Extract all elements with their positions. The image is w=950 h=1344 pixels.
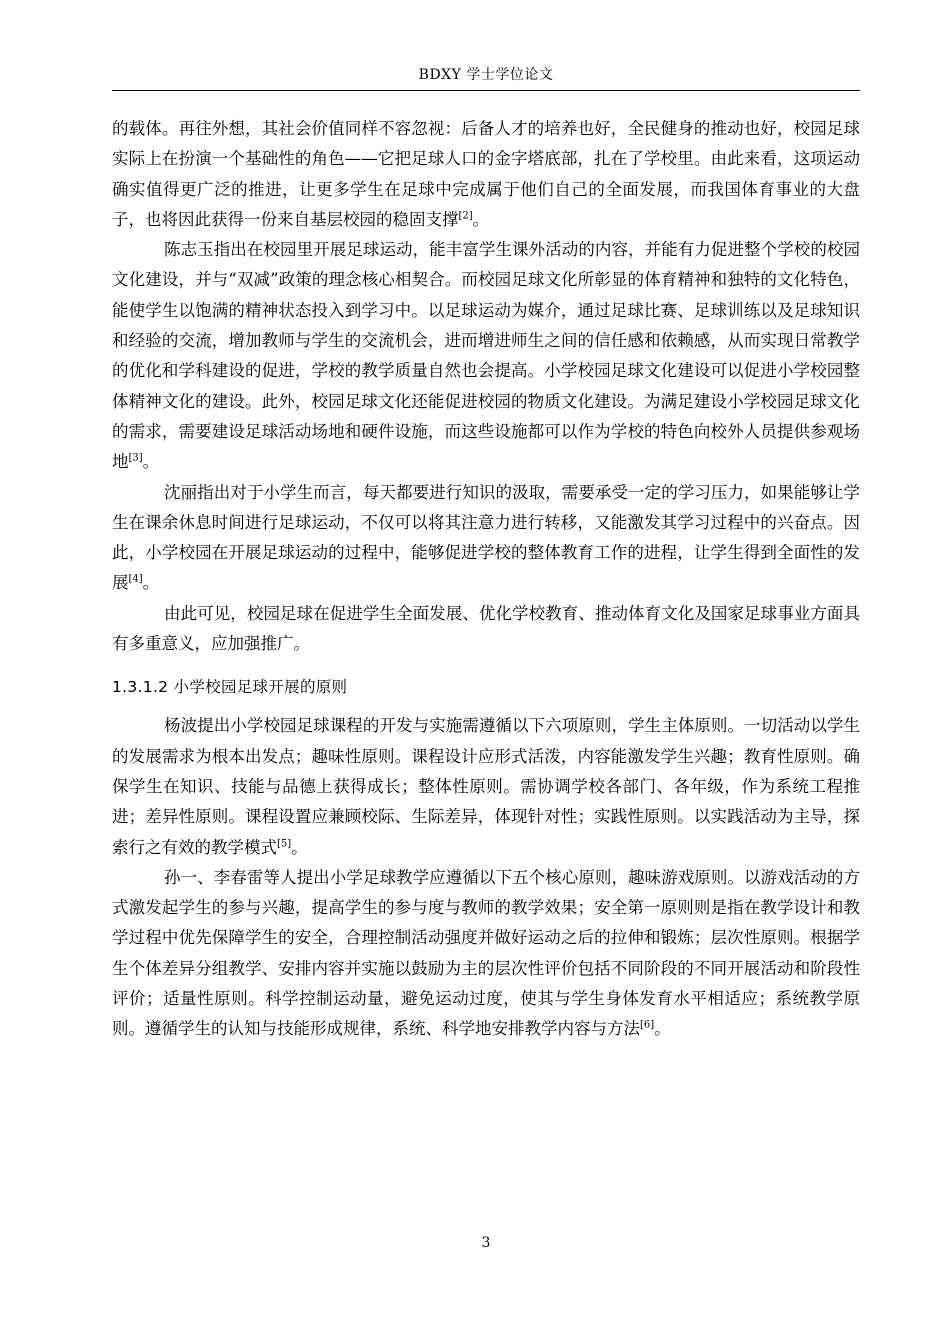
paragraph (112, 711, 860, 862)
paragraph-text: 孙一、李春雷等人提出小学足球教学应遵循以下五个核心原则，趣味游戏原则。以游戏活动的方式激发起学生的参与兴趣，提高学生的参与度与教师的教学效果；安全第一原则则是指在教学设计和教学过程中优先保障学生的安全，合理控制活动强度并做好运动之后的拉伸和锻炼；层次性原则。根据学生个体差异分组教学、安排内容并实施以鼓励为主的层次性评价包括不同阶段的不同开展活动和阶段性评价；适量性原则。科学控制运动量，避免运动过度，使其与学生身体发育水平相适应；系统教学原则。遵循学生的认知与技能形成规律，系统、科学地安排教学内容与方法 (112, 867, 860, 1039)
citation-ref[interactable]: [5] (277, 838, 292, 850)
paragraph-tail: 。 (654, 1019, 671, 1039)
paragraph (112, 599, 860, 660)
running-header: BDXY 学士学位论文 (418, 67, 554, 83)
paragraph-text: 沈丽指出对于小学生而言，每天都要进行知识的汲取，需要承受一定的学习压力，如果能够让学生在课余休息时间进行足球运动，不仅可以将其注意力进行转移，又能激发其学习过程中的兴奋点。因此，小学校园在开展足球运动的过程中，能够促进学校的整体教育工作的进程，让学生得到全面性的发展 (112, 482, 860, 593)
paragraph (112, 235, 860, 477)
paragraph-text: 的载体。再往外想，其社会价值同样不容忽视：后备人才的培养也好，全民健身的推动也好，校园足球实际上在扮演一个基础性的角色——它把足球人口的金字塔底部，扎在了学校里。由此来看，这项运动确实值得更广泛的推进，让更多学生在足球中完成属于他们自己的全面发展，而我国体育事业的大盘子，也将因此获得一份来自基层校园的稳固支撑 (112, 119, 860, 229)
citation-ref[interactable]: [2] (458, 210, 473, 222)
paragraph-tail: 。 (291, 837, 308, 857)
citation-ref[interactable]: [3] (128, 452, 143, 464)
citation-ref[interactable]: [6] (640, 1019, 655, 1031)
page-number: 3 (481, 1235, 491, 1251)
body-text (112, 114, 860, 1045)
paragraph-continued (112, 114, 860, 235)
section-heading: 1.3.1.2 小学校园足球开展的原则 (112, 678, 348, 697)
paragraph-text: 由此可见，校园足球在促进学生全面发展、优化学校教育、推动体育文化及国家足球事业方面具有多重意义，应加强推广。 (112, 603, 860, 654)
paragraph (112, 478, 860, 599)
header-rule (112, 90, 860, 91)
paragraph-text: 陈志玉指出在校园里开展足球运动，能丰富学生课外活动的内容，并能有力促进整个学校的校园文化建设，并与“双减”政策的理念核心相契合。而校园足球文化所彰显的体育精神和独特的文化特色，能使学生以饱满的精神状态投入到学习中。以足球运动为媒介，通过足球比赛、足球训练以及足球知识和经验的交流，增加教师与学生的交流机会，进而增进师生之间的信任感和依赖感，从而实现日常教学的优化和学科建设的促进，学校的教学质量自然也会提高。小学校园足球文化建设可以促进小学校园整体精神文化的建设。此外，校园足球文化还能促进校园的物质文化建设。为满足建设小学校园足球文化的需求，需要建设足球活动场地和硬件设施，而这些设施都可以作为学校的特色向校外人员提供参观场地 (112, 240, 860, 472)
paragraph-tail: 。 (472, 209, 490, 229)
citation-ref[interactable]: [4] (128, 573, 143, 585)
paragraph-tail: 。 (142, 573, 160, 593)
paragraph-tail: 。 (142, 452, 160, 472)
paragraph-text: 杨波提出小学校园足球课程的开发与实施需遵循以下六项原则，学生主体原则。一切活动以学生的发展需求为根本出发点；趣味性原则。课程设计应形式活泼，内容能激发学生兴趣；教育性原则。确保学生在知识、技能与品德上获得成长；整体性原则。需协调学校各部门、各年级，作为系统工程推进；差异性原则。课程设置应兼顾校际、生际差异，体现针对性；实践性原则。以实践活动为主导，探索行之有效的教学模式 (112, 716, 860, 857)
paragraph (112, 863, 860, 1045)
